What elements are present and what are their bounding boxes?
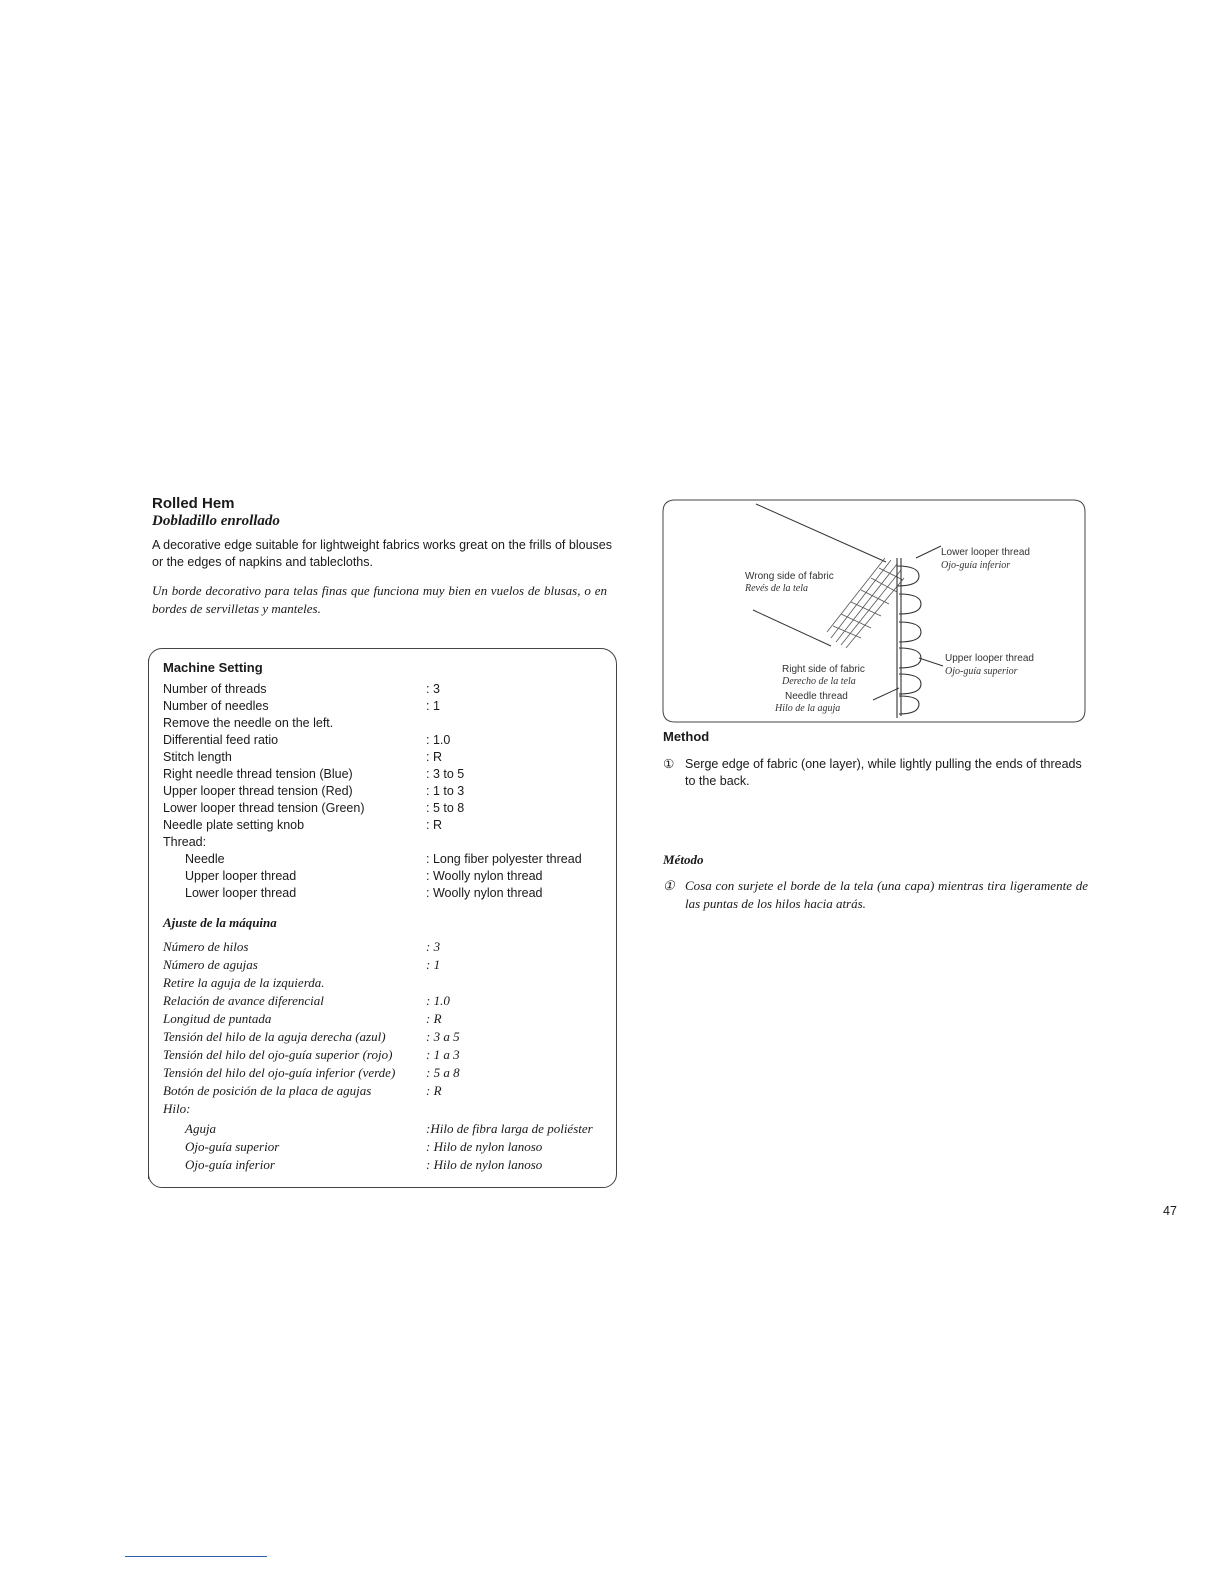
setting-value: : 1.0 <box>426 733 451 747</box>
intro-paragraph: A decorative edge suitable for lightweight fabrics works great on the frills of blouses or the edges of napkins and tablecloths. <box>152 538 612 569</box>
label-needle-thread-spanish: Hilo de la aguja <box>775 703 841 714</box>
setting-value: : 1 <box>426 699 440 713</box>
setting-label: Longitud de puntada <box>163 1011 272 1026</box>
setting-value: : 1.0 <box>426 993 450 1008</box>
method-title: Method <box>663 729 710 744</box>
rolled-hem-diagram <box>661 498 1086 724</box>
label-upper-looper: Upper looper thread <box>945 653 1034 664</box>
setting-label: Upper looper thread tension (Red) <box>163 784 353 798</box>
setting-label: Tensión del hilo del ojo-guía inferior (verde) <box>163 1065 396 1080</box>
label-wrong-side-spanish: Revés de la tela <box>745 583 809 594</box>
label-wrong-side: Wrong side of fabric <box>745 571 834 582</box>
setting-value: : 1 a 3 <box>426 1047 460 1062</box>
setting-value: : R <box>426 750 442 764</box>
setting-value: : Woolly nylon thread <box>426 886 543 900</box>
setting-label: Differential feed ratio <box>163 733 279 747</box>
setting-label: Tensión del hilo del ojo-guía superior (rojo) <box>163 1047 393 1062</box>
intro-paragraph-spanish: Un borde decorativo para telas finas que funciona muy bien en vuelos de blusas, o en bordes de servilletas y manteles. <box>152 583 607 616</box>
label-upper-looper-spanish: Ojo-guía superior <box>945 666 1018 677</box>
setting-label: Needle <box>185 852 225 866</box>
fabric-edge-line <box>753 610 831 646</box>
setting-label: Number of needles <box>163 699 269 713</box>
section-title-spanish: Dobladillo enrollado <box>152 513 280 529</box>
setting-label: Needle plate setting knob <box>163 818 305 832</box>
setting-label: Stitch length <box>163 750 232 764</box>
setting-value: : Hilo de nylon lanoso <box>426 1139 543 1154</box>
label-lower-looper-spanish: Ojo-guía inferior <box>941 560 1011 571</box>
setting-value: : R <box>426 1083 442 1098</box>
setting-label: Retire la aguja de la izquierda. <box>163 975 325 990</box>
leader-line <box>919 658 943 666</box>
setting-heading-label: Ajuste de la máquina <box>163 915 277 930</box>
setting-label: Remove the needle on the left. <box>163 716 334 730</box>
label-needle-thread: Needle thread <box>785 691 848 702</box>
setting-value: : R <box>426 1011 442 1026</box>
setting-value: : 3 a 5 <box>426 1029 460 1044</box>
setting-value: : 5 to 8 <box>426 801 465 815</box>
bottom-rule <box>125 1556 267 1557</box>
setting-value: : Long fiber polyester thread <box>426 852 582 866</box>
setting-label: Upper looper thread <box>185 869 297 883</box>
setting-value: : 1 to 3 <box>426 784 465 798</box>
setting-heading-label: Machine Setting <box>163 660 263 675</box>
section-title: Rolled Hem <box>152 495 235 512</box>
method-step <box>663 756 1088 790</box>
leader-line <box>916 546 941 558</box>
diagram-frame <box>663 500 1085 722</box>
label-right-side-spanish: Derecho de la tela <box>782 676 856 687</box>
method-title-spanish: Método <box>663 852 704 867</box>
setting-label: Tensión del hilo de la aguja derecha (azul) <box>163 1029 386 1044</box>
setting-label: Número de hilos <box>163 939 249 954</box>
setting-label: Ojo-guía superior <box>185 1139 280 1154</box>
setting-value: : 5 a 8 <box>426 1065 460 1080</box>
setting-label: Right needle thread tension (Blue) <box>163 767 353 781</box>
setting-value: : 3 <box>426 682 440 696</box>
setting-value: : R <box>426 818 442 832</box>
setting-label: Thread: <box>163 835 207 849</box>
fabric-edge-line <box>756 504 886 562</box>
looper-loops <box>897 558 921 718</box>
setting-value: :Hilo de fibra larga de poliéster <box>426 1121 593 1136</box>
setting-label: Lower looper thread <box>185 886 297 900</box>
page-number: 47 <box>1163 1204 1177 1218</box>
step-text: Cosa con surjete el borde de la tela (una capa) mientras tira ligeramente de las puntas de los hilos hacia atrás. <box>685 878 1088 911</box>
setting-label: Aguja <box>185 1121 217 1136</box>
setting-value: : 1 <box>426 957 441 972</box>
step-text: Serge edge of fabric (one layer), while lightly pulling the ends of threads to the back. <box>685 757 1082 788</box>
setting-label: Number of threads <box>163 682 267 696</box>
stitch-hatching <box>827 558 904 648</box>
setting-label: Lower looper thread tension (Green) <box>163 801 365 815</box>
label-lower-looper: Lower looper thread <box>941 547 1030 558</box>
leader-line <box>873 688 899 700</box>
setting-value: : Woolly nylon thread <box>426 869 543 883</box>
setting-label: Ojo-guía inferior <box>185 1157 275 1172</box>
step-number: ① <box>663 757 675 771</box>
setting-label: Número de agujas <box>163 957 258 972</box>
setting-label: Botón de posición de la placa de agujas <box>163 1083 372 1098</box>
method-step-spanish <box>663 877 1088 913</box>
setting-value: : 3 <box>426 939 441 954</box>
setting-label: Relación de avance diferencial <box>163 993 324 1008</box>
setting-value: : 3 to 5 <box>426 767 465 781</box>
setting-label: Hilo: <box>163 1101 191 1116</box>
setting-value: : Hilo de nylon lanoso <box>426 1157 543 1172</box>
step-number: ① <box>663 878 675 893</box>
label-right-side: Right side of fabric <box>782 664 865 675</box>
